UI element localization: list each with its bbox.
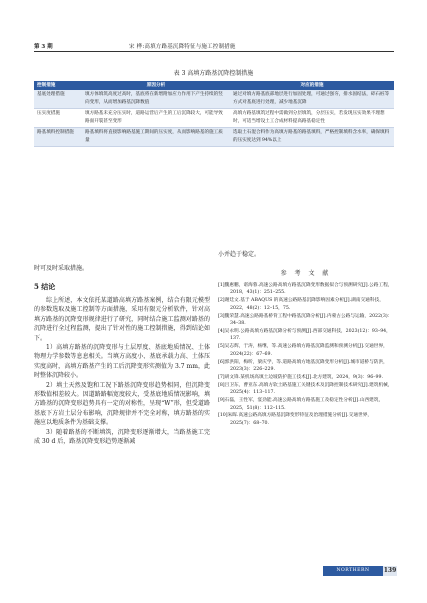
table-caption: 表 3 高填方路基沉降控制措施 <box>173 70 254 77</box>
right-carry-line: 小并趋于稳定。 <box>218 251 261 258</box>
conclusion-paragraph: 综上所述，本文依托某道路高填方路基案例，结合有限元模型的参数选取及施工控制等方面措施，采用有限元分析软件，针对高填方路基的沉降变形规律进行了研究，同时结合施工监测对路基的沉降进行全过程监测，提出了针对性的施工控制措施，得到结论如下。 <box>34 297 210 342</box>
conclusion-body <box>34 296 210 447</box>
table-cell-reason: 路基填料将直接影响路基施工期间的压实度，从而影响路基的施工质量 <box>82 128 230 147</box>
reference-item: [7]胡文锋.某机场高填土边坡防护施工技术[J].北方建筑，2024，9(3)：96–99. <box>218 374 383 380</box>
running-title: 宋 桦:高填方路基沉降特征与施工控制措施 <box>129 44 236 50</box>
table-cell-action: 高填方路基填筑过程中需做到分层填筑，分层压实，若发现压实效果不理想时，可适当增设土工合成材料提高路基稳定性 <box>230 109 394 128</box>
table-cell-reason: 填方体填筑高度过高时，基底将在新增附加应力作用下产生持续的竖向变形，从而增加路基沉降数值 <box>82 90 230 109</box>
table-header-measure: 控制措施 <box>34 81 82 90</box>
conclusion-paragraph: 3）随着路基的不断填筑，沉降变形逐渐增大，当路基施工完成 30 d 后，路基沉降变形趋势逐渐减 <box>34 428 210 446</box>
table-cell-measure: 压实度措施 <box>34 109 82 128</box>
journal-name: NORTHERN BUILDING <box>323 566 383 576</box>
left-carry-line: 时可及时采取措施。 <box>34 265 89 272</box>
table-cell-measure: 路基填料控制措施 <box>34 128 82 147</box>
table-cell-measure: 基底处理措施 <box>34 90 82 109</box>
table-cell-reason: 填方路基未充分压实时，道路运营后产生的工后沉降较大，可能导致路面开裂甚至变形 <box>82 109 230 128</box>
reference-item: [2]谢廷文.基于 ABAQUS 的高速公路路基沉降影响因素分析[J].湖南交通科技，2022，48(2)：12–15，75. <box>218 298 384 311</box>
reference-item: [8]吕卫东，曹亚东.高填方软土路基施工关键技术及沉降控制技术研究[J].建筑机械，2025(4)：113–117. <box>218 382 393 396</box>
reference-item: [10]朱晖.高速公路高填方路基沉降变形特征及治理措施分析[J].交通世界，2025(7)：68–70. <box>218 413 373 426</box>
settlement-control-table <box>34 81 394 147</box>
conclusion-paragraph: 2）填土天然及饱和工况下路基沉降变形趋势相同，但沉降变形数值相差较大。因道路路幅宽度较大，受基底地质情况影响，填方路基的沉降变形趋势具有一定的对称性，呈现“W”形，但受道路基底下方岩土层分布影响，沉降规律并不完全对称，填方路基的实施应以地质条件为基础支撑。 <box>34 381 210 427</box>
reference-item: [3]魏荣慧.高速公路路基桥背工程中路基沉降分析[J].内蒙古公路与运输，2022(3)：34–38. <box>218 313 393 327</box>
table-cell-action: 选取土石混合料作为高填方路基的路基填料，严格控制填料含水率，确保填料的压实度达到 94%以上 <box>230 128 394 147</box>
table-cell-action: 通过对填方路基底部地层进行加固处理，可通过强夯，排水固结法，碎石桩等方式对基底进行处理，减少地基沉降 <box>230 90 394 109</box>
references-title: 参 考 文 献 <box>280 270 332 277</box>
page-number: 139 <box>383 567 397 574</box>
reference-item: [5]吴志辉，于涛，杨继，等.高速公路填方路基沉降监测和预测分析[J].交通世界，2024(22)：67–69. <box>218 344 388 357</box>
reference-item: [9]石磊，王性军，宴劲能.高速公路高填方路基施工及稳定性分析[J].山西建筑，2025，51(8)：112–115. <box>218 398 384 411</box>
table-row <box>34 128 394 147</box>
section-heading-conclusion: 5 结论 <box>34 282 56 291</box>
conclusion-paragraph: 1）高填方路基的沉降变形与土层厚度、基底地质情况、土体物理力学参数等息息相关。当填方高度小、基底承载力高、土体压实度高时，高填方路基产生的工后沉降变形实测值为 3.7 mm，此时整体沉降较小。 <box>34 344 210 380</box>
table-header-reason: 原因分析 <box>82 81 230 90</box>
table-row <box>34 90 394 109</box>
reference-item: [1]魏惠鹏，谌海蓉.高速公路高填方路基沉降变形数据拟合与预测研究[J].公路工程，2018，43(1)：251–255. <box>218 283 393 296</box>
table-row <box>34 109 394 128</box>
table-header-row <box>34 81 394 90</box>
header-rule <box>34 51 394 52</box>
table-header-action: 对应的措施 <box>230 81 394 90</box>
reference-item: [4]吴永明.公路高填方路基沉降分析与预测[J].西部交通科技，2023(12)：93–94，137. <box>218 328 391 342</box>
issue-number: 第 3 期 <box>34 44 53 50</box>
reference-list <box>218 282 394 428</box>
reference-item: [6]郭洪阳，梅昕，梁庆学，等.道路高填方地基沉降变形分析[J].城市道桥与防洪，2023(3)：226–229. <box>218 359 388 372</box>
